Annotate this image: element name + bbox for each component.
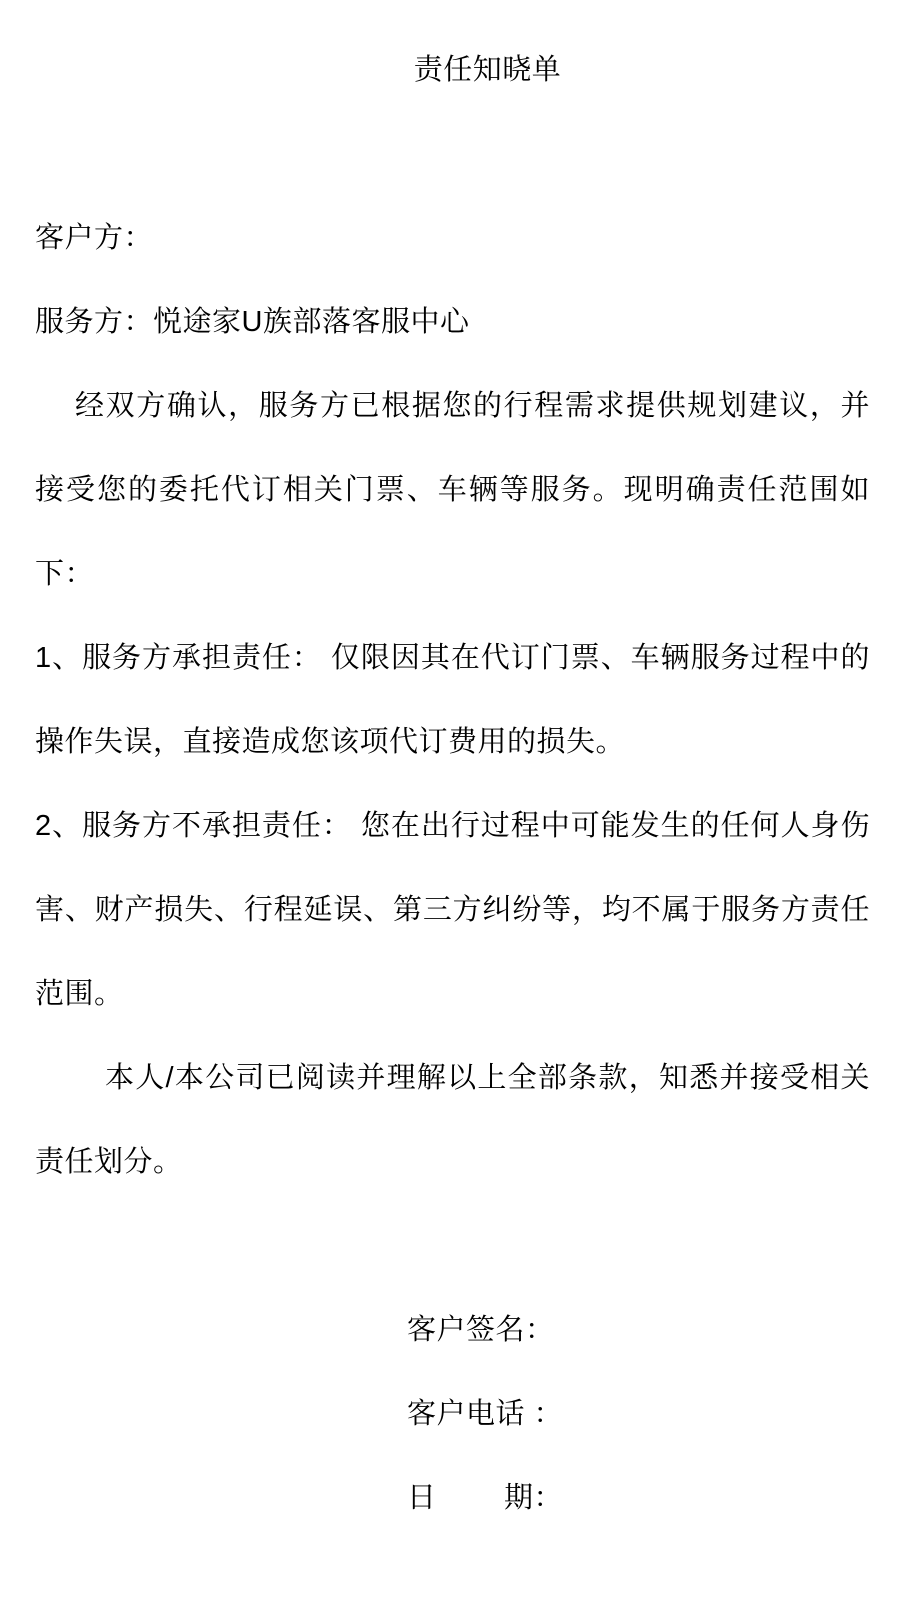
client-party-line: 客户方： xyxy=(35,222,154,254)
liability-item1-line-2: 操作失误，直接造成您该项代订费用的损失。 xyxy=(35,726,626,758)
terms-intro-line-3: 下： xyxy=(35,558,95,590)
blank-line xyxy=(35,1204,870,1288)
document-title: 责任知晓单 xyxy=(413,54,562,86)
signature-phone-label: 客户电话 ： xyxy=(407,1398,564,1430)
liability-item2-line-2: 害、财产损失、行程延误、第三方纠纷等，均不属于服务方责任 xyxy=(35,894,870,926)
liability-item1-line-1: 1、服务方承担责任： 仅限因其在代订门票、车辆服务过程中的 xyxy=(35,642,870,674)
terms-intro-line-1: 经双方确认，服务方已根据您的行程需求提供规划建议，并 xyxy=(75,390,870,422)
blank-line xyxy=(35,112,870,196)
signature-name-label: 客户签名： xyxy=(407,1314,555,1346)
acknowledgement-line-2: 责任划分。 xyxy=(35,1146,183,1178)
terms-intro-line-2: 接受您的委托代订相关门票、车辆等服务。现明确责任范围如 xyxy=(35,474,870,506)
acknowledgement-line-1: 本人/本公司已阅读并理解以上全部条款，知悉并接受相关 xyxy=(105,1062,870,1094)
liability-item2-line-3: 范围。 xyxy=(35,978,124,1010)
provider-party-line: 服务方：悦途家U族部落客服中心 xyxy=(35,306,470,338)
signature-date-label: 日 期： xyxy=(407,1482,564,1514)
liability-item2-line-1: 2、服务方不承担责任： 您在出行过程中可能发生的任何人身伤 xyxy=(35,810,870,842)
